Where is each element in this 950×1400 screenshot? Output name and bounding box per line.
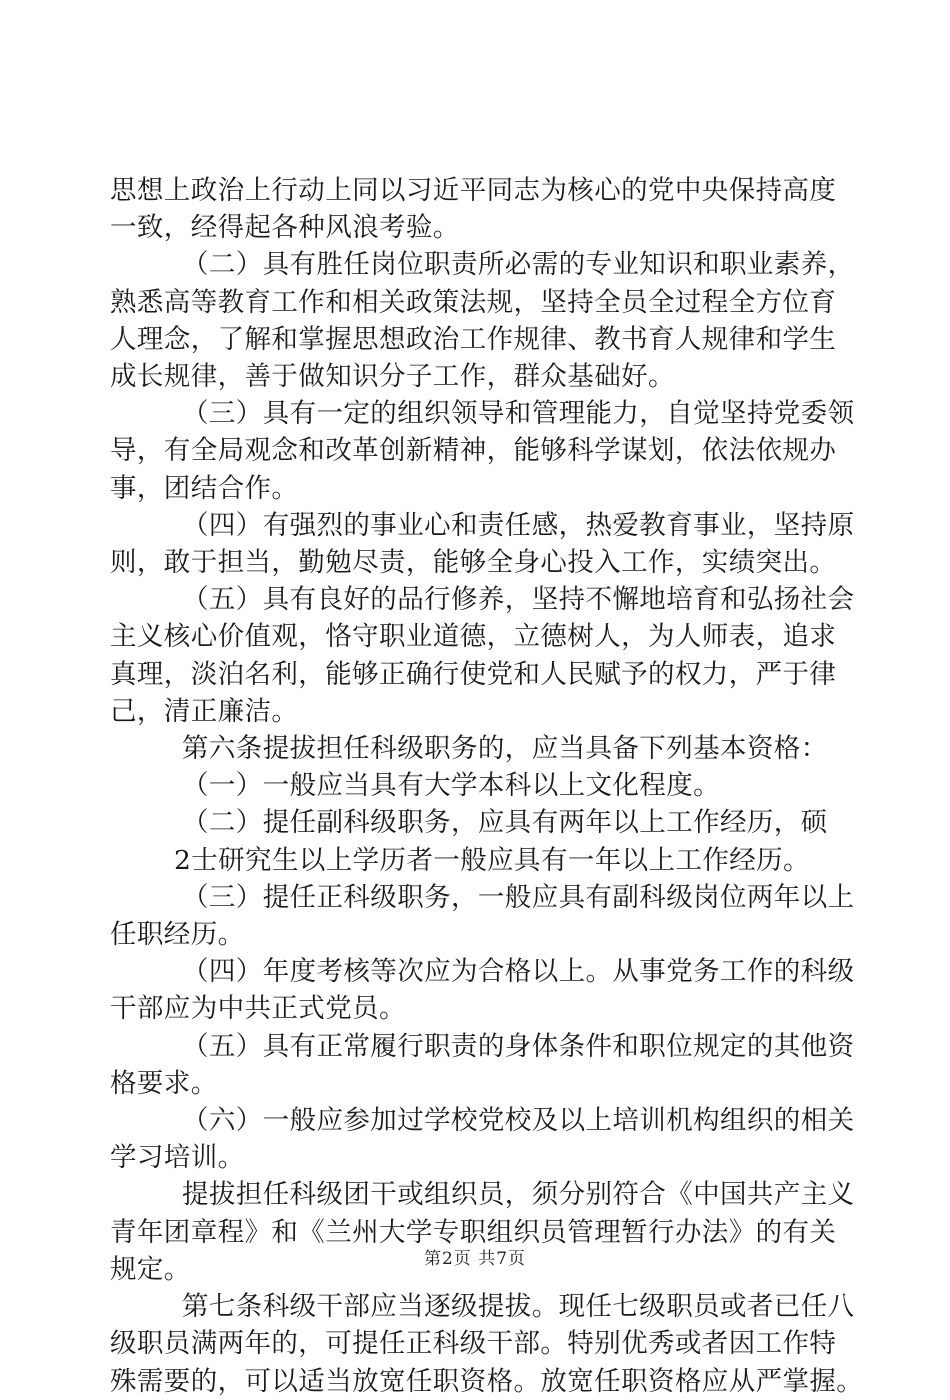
text-line: 级职员满两年的，可提任正科级干部。特别优秀或者因工作特 (110, 1328, 837, 1360)
text-line: 干部应为中共正式党员。 (110, 993, 406, 1025)
text-line: （六）一般应参加过学校党校及以上培训机构组织的相关 (182, 1105, 855, 1137)
text-line: 第七条科级干部应当逐级提拔。现任七级职员或者已任八 (182, 1291, 855, 1323)
text-line: 一致，经得起各种风浪考验。 (110, 212, 460, 244)
text-line: 成长规律，善于做知识分子工作，群众基础好。 (110, 361, 675, 393)
text-line: 熟悉高等教育工作和相关政策法规，坚持全员全过程全方位育 (110, 286, 837, 318)
text-line: （五）具有正常履行职责的身体条件和职位规定的其他资 (182, 1030, 855, 1062)
text-line: 殊需要的，可以适当放宽任职资格。放宽任职资格应从严掌握。 (110, 1365, 864, 1397)
text-line: 己，清正廉洁。 (110, 695, 299, 727)
text-line: 则，敢于担当，勤勉尽责，能够全身心投入工作，实绩突出。 (110, 547, 837, 579)
text-line: 提拔担任科级团干或组织员，须分别符合《中国共产主义 (182, 1179, 855, 1211)
text-line: （三）提任正科级职务，一般应具有副科级岗位两年以上 (182, 881, 855, 913)
text-line: 青年团章程》和《兰州大学专职组织员管理暂行办法》的有关 (110, 1216, 837, 1248)
text-line: 规定。 (110, 1253, 191, 1285)
text-line: （五）具有良好的品行修养，坚持不懈地培育和弘扬社会 (182, 584, 855, 616)
text-line: 格要求。 (110, 1067, 218, 1099)
text-line: 真理，淡泊名利，能够正确行使党和人民赋予的权力，严于律 (110, 658, 837, 690)
page-number-footer: 第2页 共7页 (423, 1249, 527, 1269)
text-line: （二）提任副科级职务，应具有两年以上工作经历，硕 (182, 807, 828, 839)
text-line: （四）年度考核等次应为合格以上。从事党务工作的科级 (182, 956, 855, 988)
text-line: 2士研究生以上学历者一般应具有一年以上工作经历。 (174, 844, 810, 876)
text-line: 事，团结合作。 (110, 472, 299, 504)
text-line: 人理念，了解和掌握思想政治工作规律、教书育人规律和学生 (110, 323, 837, 355)
text-line: （一）一般应当具有大学本科以上文化程度。 (182, 770, 720, 802)
text-line: 思想上政治上行动上同以习近平同志为核心的党中央保持高度 (110, 175, 837, 206)
text-line: 第六条提拔担任科级职务的，应当具备下列基本资格： (182, 733, 828, 765)
text-line: （四）有强烈的事业心和责任感，热爱教育事业，坚持原 (182, 509, 855, 541)
text-line: 任职经历。 (110, 919, 245, 951)
text-line: 导，有全局观念和改革创新精神，能够科学谋划，依法依规办 (110, 435, 837, 467)
text-line: （二）具有胜任岗位职责所必需的专业知识和职业素养， (182, 249, 855, 281)
document-body (110, 172, 864, 1400)
text-line: 主义核心价值观，恪守职业道德，立德树人，为人师表，追求 (110, 621, 837, 653)
text-line: （三）具有一定的组织领导和管理能力，自觉坚持党委领 (182, 398, 855, 430)
text-line: 学习培训。 (110, 1142, 245, 1174)
